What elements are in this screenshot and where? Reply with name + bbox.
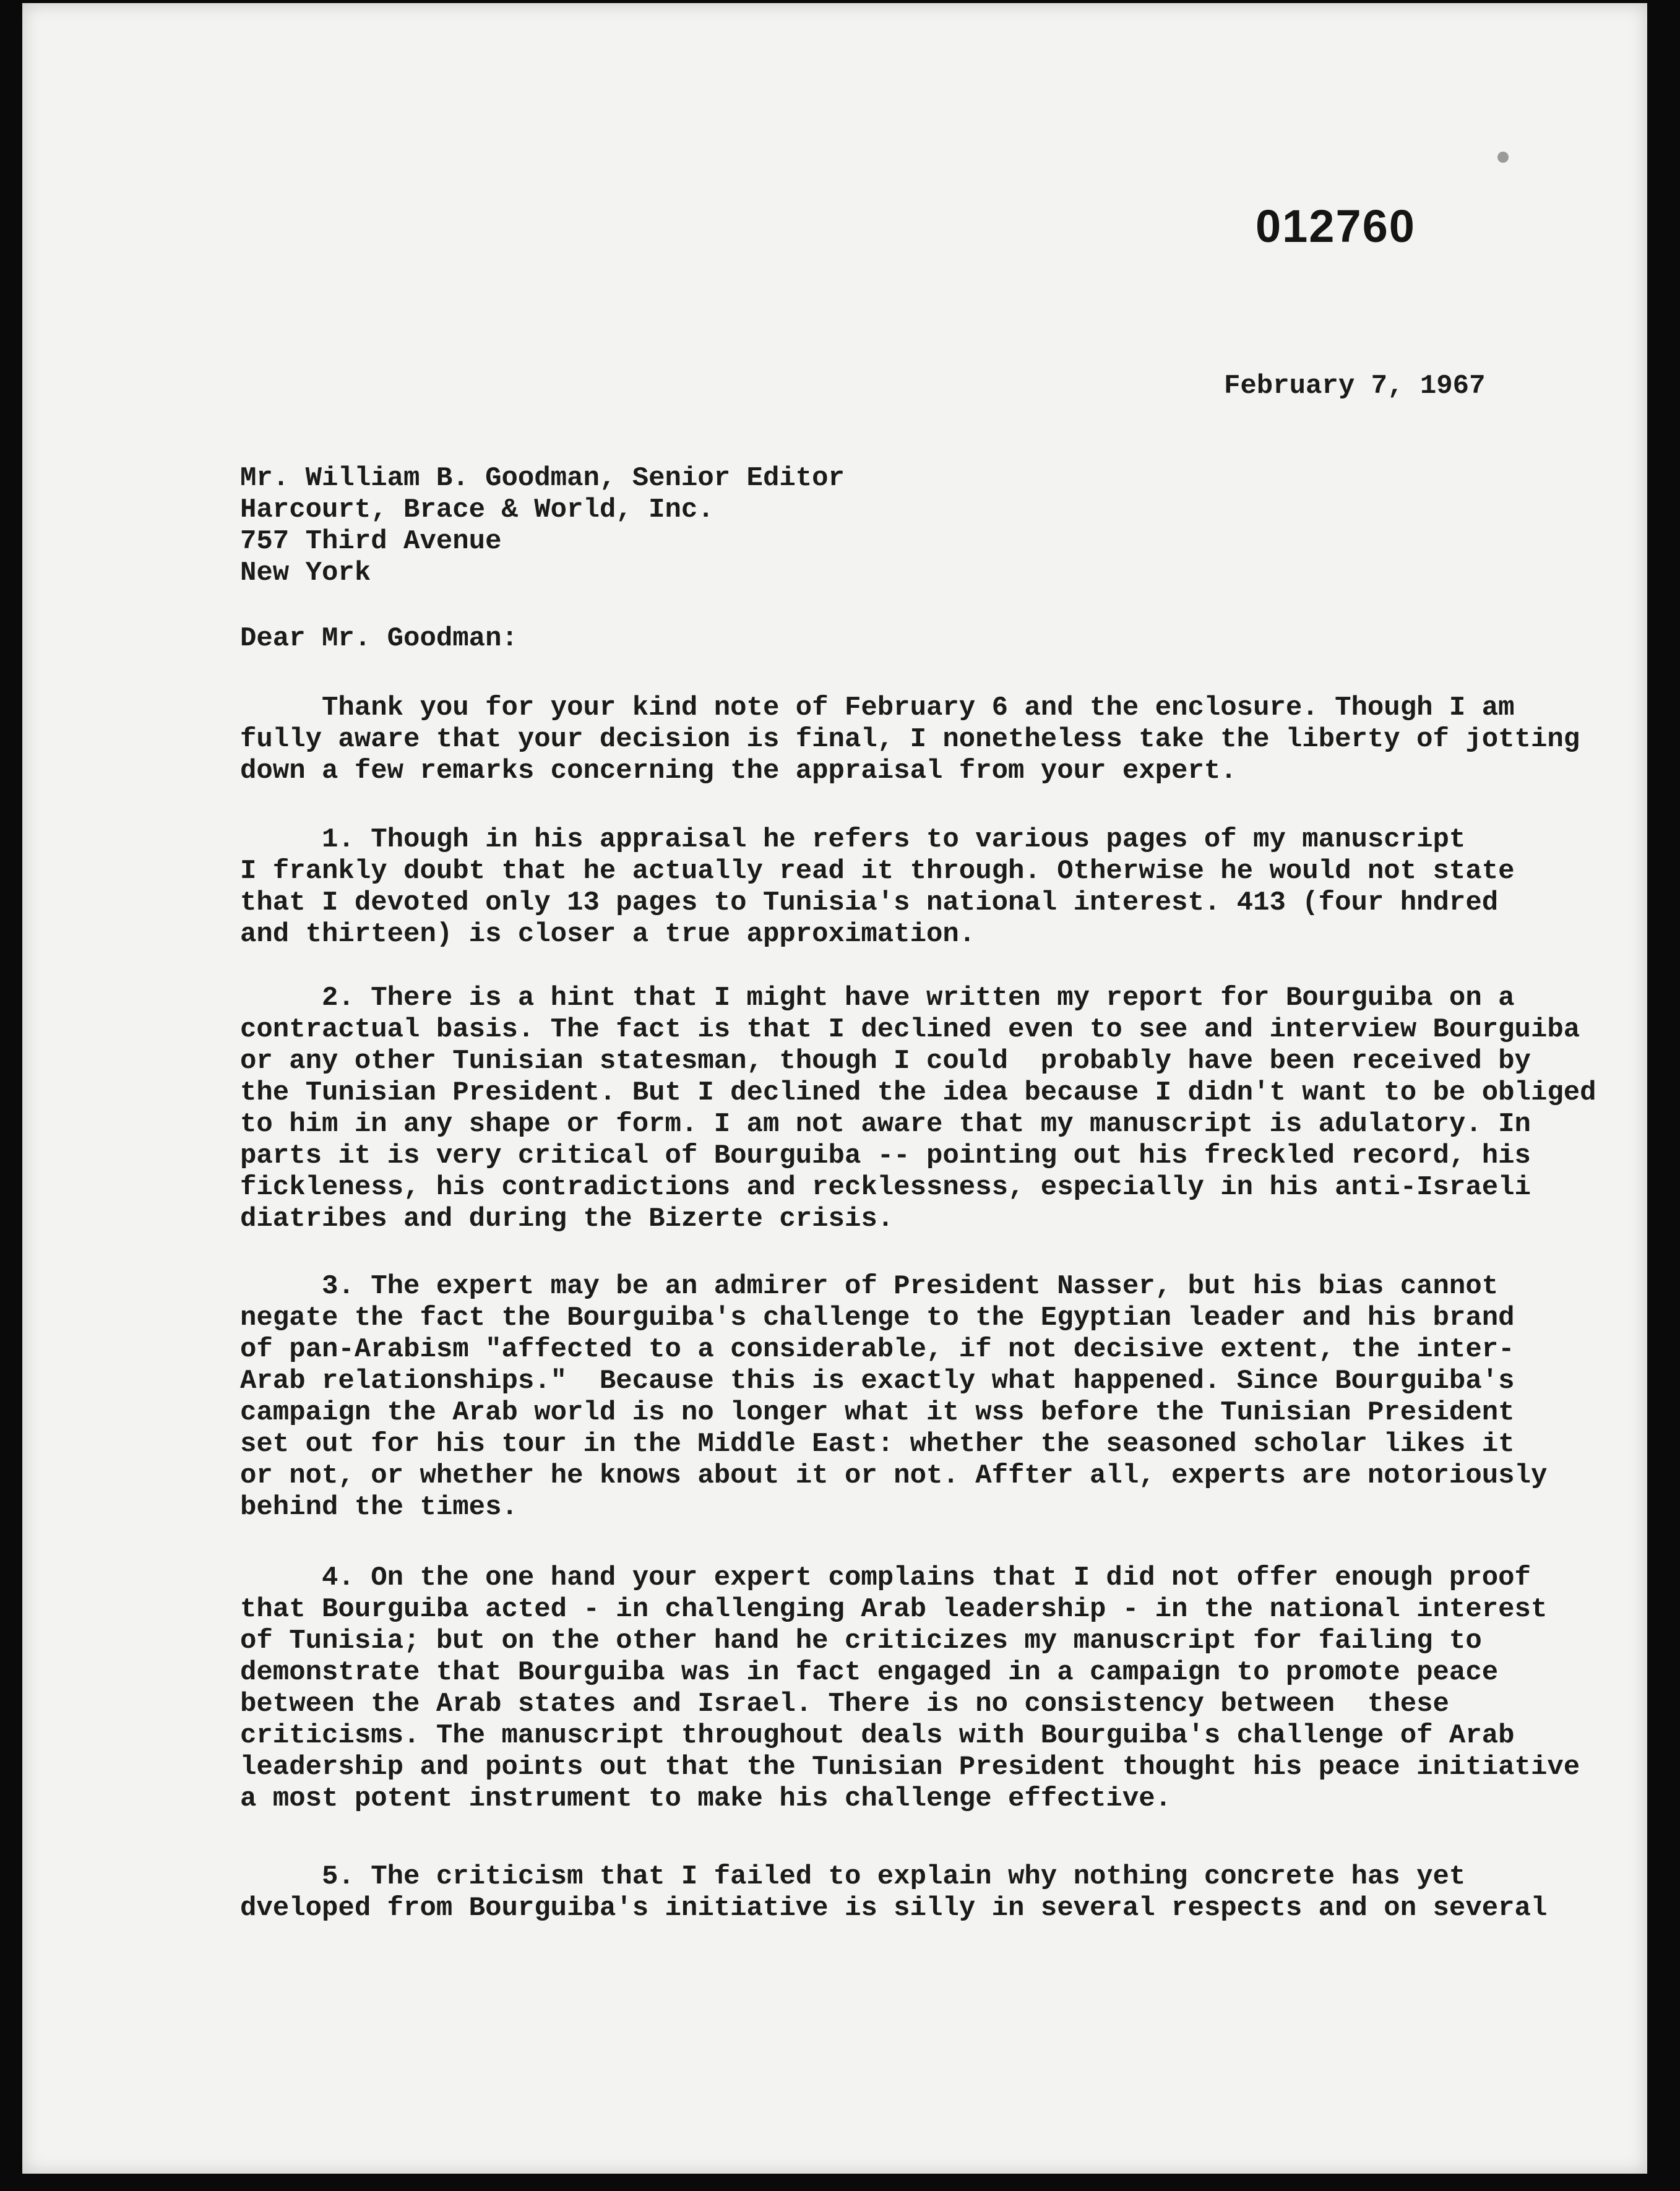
- text-line: of pan-Arabism "affected to a considerable, if not decisive extent, the inter-: [240, 1334, 1515, 1365]
- text-line: set out for his tour in the Middle East: whether the seasoned scholar likes it: [240, 1429, 1515, 1460]
- text-line: fully aware that your decision is final, I nonetheless take the liberty of jotting: [240, 724, 1580, 755]
- text-line: or not, or whether he knows about it or not. Affter all, experts are notoriously: [240, 1460, 1548, 1491]
- text-line: 5. The criticism that I failed to explain why nothing concrete has yet: [240, 1861, 1466, 1892]
- text-line: Thank you for your kind note of February 6 and the enclosure. Though I am: [240, 692, 1515, 723]
- paragraph-point-3: [240, 1271, 1589, 1523]
- text-line: contractual basis. The fact is that I declined even to see and interview Bourguiba: [240, 1014, 1580, 1045]
- address-line: Harcourt, Brace & World, Inc.: [240, 494, 714, 525]
- text-line: leadership and points out that the Tunisian President thought his peace initiative: [240, 1752, 1580, 1783]
- text-line: down a few remarks concerning the appraisal from your expert.: [240, 755, 1237, 786]
- document-number: 012760: [1256, 200, 1416, 252]
- text-line: Arab relationships." Because this is exactly what happened. Since Bourguiba's: [240, 1366, 1515, 1397]
- text-line: parts it is very critical of Bourguiba -- pointing out his freckled record, his: [240, 1140, 1531, 1171]
- text-line: 1. Though in his appraisal he refers to various pages of my manuscript: [240, 824, 1466, 855]
- text-line: a most potent instrument to make his challenge effective.: [240, 1783, 1172, 1814]
- letter-date: February 7, 1967: [1224, 371, 1486, 402]
- text-line: to him in any shape or form. I am not aware that my manuscript is adulatory. In: [240, 1109, 1531, 1140]
- text-line: of Tunisia; but on the other hand he criticizes my manuscript for failing to: [240, 1625, 1482, 1656]
- text-line: behind the times.: [240, 1492, 518, 1523]
- address-line: Mr. William B. Goodman, Senior Editor: [240, 463, 845, 494]
- text-line: campaign the Arab world is no longer what it wss before the Tunisian President: [240, 1397, 1515, 1428]
- text-line: and thirteen) is closer a true approximation.: [240, 919, 976, 950]
- text-line: I frankly doubt that he actually read it through. Otherwise he would not state: [240, 856, 1515, 887]
- text-line: the Tunisian President. But I declined the idea because I didn't want to be obliged: [240, 1077, 1596, 1108]
- text-line: 2. There is a hint that I might have written my report for Bourguiba on a: [240, 983, 1515, 1014]
- text-line: dveloped from Bourguiba's initiative is silly in several respects and on several: [240, 1893, 1548, 1924]
- text-line: or any other Tunisian statesman, though I could probably have been received by: [240, 1046, 1531, 1077]
- text-line: that Bourguiba acted - in challenging Arab leadership - in the national interest: [240, 1594, 1548, 1625]
- paragraph-point-5: [240, 1861, 1589, 1924]
- text-line: criticisms. The manuscript throughout deals with Bourguiba's challenge of Arab: [240, 1720, 1515, 1751]
- address-line: 757 Third Avenue: [240, 526, 502, 557]
- paragraph-point-4: [240, 1562, 1589, 1815]
- text-line: fickleness, his contradictions and recklessness, especially in his anti-Israeli: [240, 1172, 1531, 1203]
- text-line: 4. On the one hand your expert complains that I did not offer enough proof: [240, 1562, 1531, 1593]
- text-line: negate the fact the Bourguiba's challenge to the Egyptian leader and his brand: [240, 1302, 1515, 1333]
- address-line: New York: [240, 557, 371, 588]
- text-line: 3. The expert may be an admirer of President Nasser, but his bias cannot: [240, 1271, 1499, 1302]
- letter-page: [22, 3, 1647, 2174]
- text-line: demonstrate that Bourguiba was in fact engaged in a campaign to promote peace: [240, 1657, 1499, 1688]
- text-line: that I devoted only 13 pages to Tunisia's national interest. 413 (four hndred: [240, 887, 1499, 918]
- paragraph-point-1: [240, 824, 1589, 950]
- recipient-address: [240, 463, 1589, 589]
- paragraph-point-2: [240, 983, 1596, 1235]
- text-line: diatribes and during the Bizerte crisis.: [240, 1203, 894, 1234]
- text-line: between the Arab states and Israel. There is no consistency between these: [240, 1689, 1449, 1720]
- paper-speck: [1497, 152, 1509, 163]
- salutation-line: Dear Mr. Goodman:: [240, 623, 518, 654]
- salutation: [240, 623, 1589, 655]
- paragraph-intro: [240, 692, 1589, 787]
